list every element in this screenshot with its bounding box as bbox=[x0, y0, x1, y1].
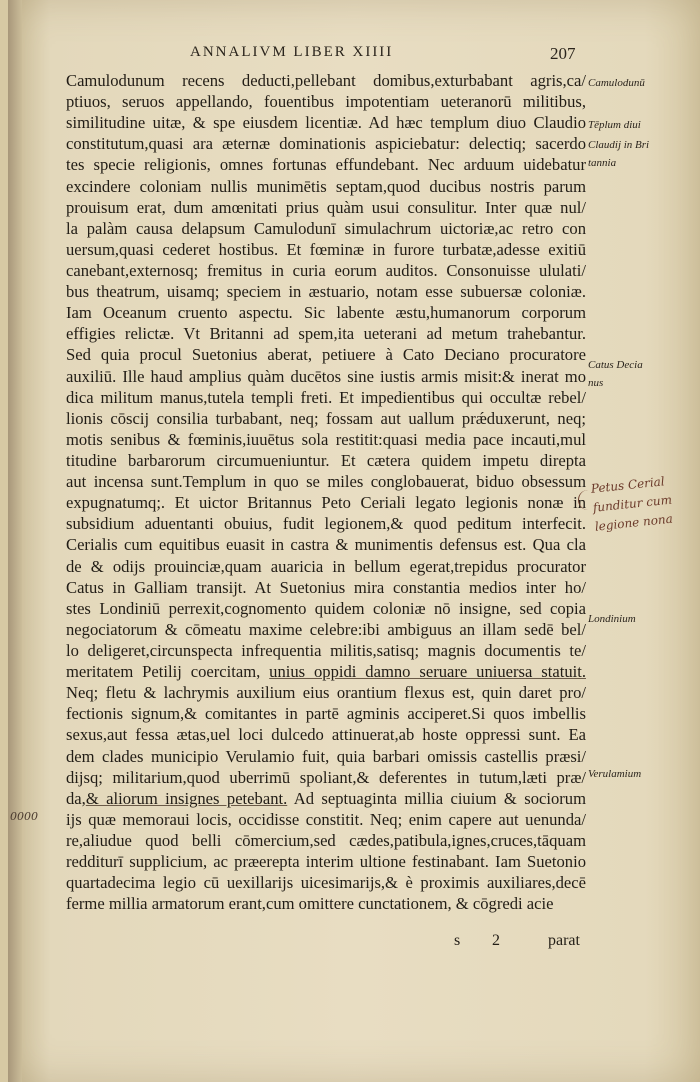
text-line: titudine barbarorum circumueniuntur. Et cætera quidem impetu direpta bbox=[66, 450, 586, 470]
text-line: stes Londiniū perrexit,cognomento quidem coloniæ nō insigne, sed copia bbox=[66, 598, 586, 618]
text-line: Camulodunum recens deducti,pellebant domibus,exturbabant agris,ca/ bbox=[66, 71, 586, 90]
text-line: effigies relictæ. Vt Britanni ad spem,ita ueterani ad metum trahebantur. bbox=[66, 324, 586, 344]
text-line: bus theatrum, uisamq; speciem in æstuario, notam esse subuersæ coloniæ. bbox=[66, 282, 586, 302]
marginal-note-nus: nus bbox=[588, 377, 604, 389]
text-line: excindere coloniam nullis munimētis septam,quod ducibus nostris parum bbox=[66, 176, 586, 196]
text-line: quartadecima legio cū uexillarijs uicesimarijs,& è proximis auxiliares,decē bbox=[66, 873, 586, 893]
marginal-note-templum: Tēplum diui bbox=[588, 119, 641, 131]
text-line: lionis cōscij consilia turbabant, neq; fossam aut uallum prǽduxerunt, neq; bbox=[66, 408, 586, 428]
text-line: aut incensa sunt.Templum in quo se miles conglobauerat, biduo obsessum bbox=[66, 472, 586, 492]
text-line: Sed quia procul Suetonius aberat, petiuere à Cato Deciano procuratore bbox=[66, 345, 586, 365]
signature-letter: s bbox=[454, 932, 461, 949]
text-line: re,aliudue quod belli cōmercium,sed cædes,patibula,ignes,cruces,tāquam bbox=[66, 830, 586, 850]
text-line: Cerialis cum equitibus euasit in castra & munimentis defensus est. Qua cla bbox=[66, 535, 586, 555]
handwritten-annotation bbox=[590, 472, 675, 537]
text-line: expugnatumq;. Et uictor Britannus Peto Ceriali legato legionis nonæ in bbox=[66, 493, 586, 513]
marginal-note-tannia: tannia bbox=[588, 157, 617, 169]
text-line: da,& aliorum insignes petebant. Ad septuaginta millia ciuium & sociorum bbox=[66, 788, 586, 808]
text-line: meritatem Petilij coercitam, unius oppidi damno seruare uniuersa statuit. bbox=[66, 662, 586, 682]
marginal-note-claudij: Claudij in Bri bbox=[588, 139, 650, 151]
text-line: tes specie religionis, omnes fortunas effundebant. Nec arduum uidebatur bbox=[66, 155, 586, 175]
text-line: dijsq; militarium,quod uberrimū spoliant,& deferentes in tutum,læti præ/ bbox=[66, 767, 586, 787]
text-line: redditurī supplicium, ac præerepta interim ultione festinabant. Iam Suetonio bbox=[66, 852, 586, 872]
page-number: 207 bbox=[550, 44, 576, 63]
text-line: negociatorum & cōmeatu maxime celebre:ibi ambiguus an illam sedē bel/ bbox=[66, 619, 586, 639]
text-line: canebant,externosq; fremitus in curia eorum auditos. Consonuisse ululati/ bbox=[66, 260, 586, 280]
text-line: motis senibus & fœminis,iuuētus sola restitit:quasi media pace incauti,mul bbox=[66, 429, 586, 449]
text-line: Iam Oceanum cruento aspectu. Sic labente æstu,humanorum corporum bbox=[66, 303, 586, 323]
text-line: ptiuos, seruos appellando, fouentibus impotentiam ueteranorū militibus, bbox=[66, 92, 586, 112]
text-line: sexus,aut fessa ætas,uel loci dulcedo attinuerat,ab hoste oppressi sunt. Ea bbox=[66, 725, 586, 745]
handwritten-line: Petus Cerial bbox=[590, 474, 666, 496]
text-line: ferme millia armatorum erant,cum omittere cunctationem, & cōgredi acie bbox=[66, 894, 554, 914]
handwritten-bracket bbox=[578, 490, 591, 510]
text-line: similitudine uitæ, & spe eiusdem licentiæ. Ad hæc templum diuo Claudio bbox=[66, 113, 586, 133]
text-line: lo deligeret,circunspecta infrequentia militis,satisq; magnis documentis te/ bbox=[66, 640, 586, 660]
text-line: constitutum,quasi ara æternæ dominationis aspiciebatur: delectiq; sacerdo bbox=[66, 134, 586, 154]
text-line: Catus in Galliam transijt. At Suetonius mira constantia medios inter ho/ bbox=[66, 577, 586, 597]
text-line: Neq; fletu & lachrymis auxilium eius orantium flexus est, quin daret pro/ bbox=[66, 683, 586, 703]
text-line: de & odijs prouinciæ,quam auaricia in bellum egerat,trepidus procurator bbox=[66, 556, 586, 576]
text-line: dica militum manus,tutela templi freti. Et impedientibus qui occultæ rebel/ bbox=[66, 387, 586, 407]
running-head: ANNALIVM LIBER XIIII bbox=[190, 44, 394, 60]
marginal-note-londinium: Londinium bbox=[588, 613, 636, 625]
text-line: la palàm causa delapsum Camulodunī simulachrum uictoriæ,ac retro con bbox=[66, 218, 586, 238]
text-line: ijs quæ memoraui locis, occidisse constitit. Neq; enim capere aut uenunda/ bbox=[66, 809, 586, 829]
handwritten-line: funditur cum bbox=[592, 492, 673, 515]
marginal-note-catus: Catus Decia bbox=[588, 359, 643, 371]
signature-number: 2 bbox=[492, 932, 500, 949]
catchword: parat bbox=[548, 932, 580, 949]
underlined-phrase: & aliorum insignes petebant. bbox=[85, 788, 288, 808]
marginal-note-camulodunum: Camulodunū bbox=[588, 77, 645, 89]
underlined-phrase: unius oppidi damno seruare uniuersa statuit. bbox=[269, 662, 586, 682]
handwritten-line: legione nona bbox=[594, 511, 674, 534]
marginal-note-verulamium: Verulamium bbox=[588, 768, 642, 780]
main-text-block bbox=[66, 70, 586, 914]
text-line: dem clades municipio Verulamio fuit, quia barbari omissis castellis præsi/ bbox=[66, 746, 586, 766]
left-margin-mark: 0000 bbox=[10, 810, 38, 823]
text-line: uersum,quasi cederet hostibus. Et fœminæ in furore turbatæ,adesse exitiū bbox=[66, 239, 586, 259]
binding-edge bbox=[8, 0, 22, 1082]
text-line: fectionis signum,& comitantes in partē agminis acciperet.Si quos imbellis bbox=[66, 704, 586, 724]
book-page bbox=[8, 0, 700, 1082]
text-line: auxiliū. Ille haud amplius quàm ducētos sine iustis armis misit:& inerat mo bbox=[66, 366, 586, 386]
text-line: prouisum erat, dum amœnitati prius quàm usui consulitur. Inter quæ nul/ bbox=[66, 197, 586, 217]
text-line: subsidium aduentanti obuius, fudit legionem,& quod peditum interfecit. bbox=[66, 514, 586, 534]
